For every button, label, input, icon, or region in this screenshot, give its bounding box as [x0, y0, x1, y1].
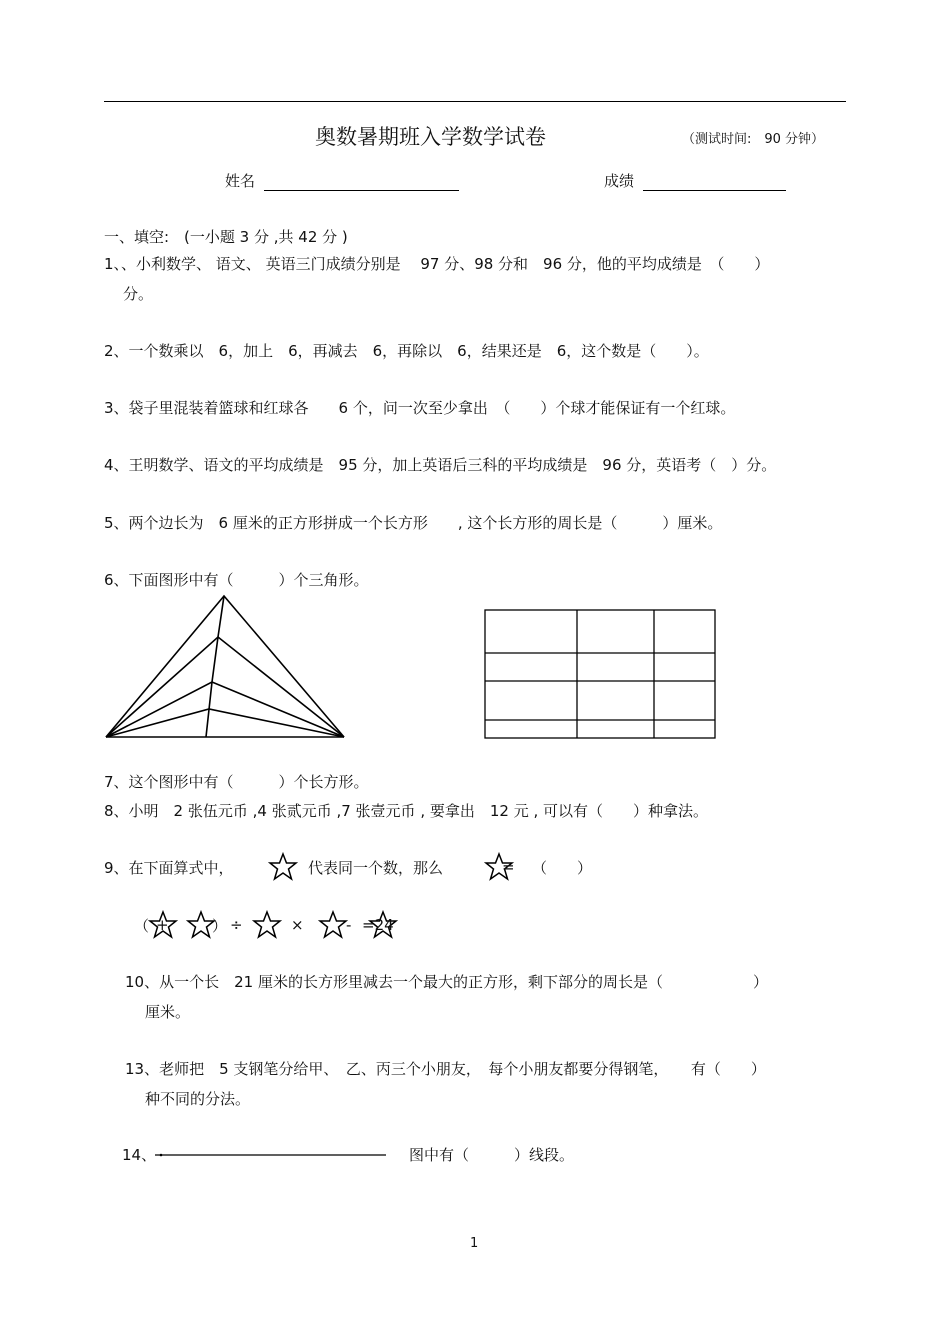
equals-sign: = — [502, 858, 515, 876]
question-2: 2、一个数乘以 6，加上 6，再减去 6，再除以 6，结果还是 6，这个数是（ ）。 — [104, 342, 709, 360]
question-9-text-b: 代表同一个数，那么 — [308, 859, 444, 877]
question-5: 5、两个边长为 6 厘米的正方形拼成一个长方形 , 这个长方形的周长是（ ）厘米。 — [104, 514, 723, 532]
question-6: 6、下面图形中有（ ）个三角形。 — [104, 571, 369, 589]
equation-plus: + — [156, 916, 169, 934]
question-10-line1: 10、从一个长 21 厘米的长方形里减去一个最大的正方形，剩下部分的周长是（ ） — [125, 973, 768, 991]
question-7: 7、这个图形中有（ ）个长方形。 — [104, 773, 369, 791]
equation-open-paren: （ — [134, 917, 150, 935]
equation-times: × — [291, 916, 304, 934]
name-label: 姓名 — [225, 172, 256, 190]
time-note: （测试时间: 90 分钟） — [682, 132, 825, 147]
score-label: 成绩 — [604, 172, 635, 190]
question-1-line2: 分。 — [123, 285, 154, 303]
section-heading: 一、填空: (一小题 3 分 ,共 42 分 ) — [104, 228, 348, 246]
question-13-line1: 13、老师把 5 支钢笔分给甲、 乙、丙三个小朋友， 每个小朋友都要分得钢笔， 有（ ） — [125, 1060, 766, 1078]
equation-divide: ÷ — [230, 916, 243, 934]
question-9-answer-blank: （ ） — [532, 859, 593, 877]
question-3: 3、袋子里混装着篮球和红球各 6 个，问一次至少拿出 （ ）个球才能保证有一个红球。 — [104, 399, 736, 417]
question-13-line2: 种不同的分法。 — [145, 1090, 251, 1108]
question-14-text: 图中有（ ）线段。 — [409, 1146, 575, 1164]
equation-result: =24 — [362, 916, 394, 934]
question-14-number: 14、 — [122, 1146, 157, 1164]
page-number: 1 — [470, 1236, 479, 1251]
question-8: 8、小明 2 张伍元币 ,4 张贰元币 ,7 张壹元币 , 要拿出 12 元 , 可以有（ ）种拿法。 — [104, 802, 709, 820]
question-4: 4、王明数学、语文的平均成绩是 95 分，加上英语后三科的平均成绩是 96 分，英语考（ ）分。 — [104, 456, 777, 474]
equation-close-paren: ） — [212, 917, 228, 935]
page-title: 奥数暑期班入学数学试卷 — [315, 125, 546, 149]
question-9-text-a: 9、在下面算式中， — [104, 859, 234, 877]
equation-minus: - — [346, 916, 352, 934]
question-1-line1: 1、、小利数学、 语文、 英语三门成绩分别是 97 分、98 分和 96 分，他的平均成绩是 （ ） — [104, 255, 770, 273]
question-10-line2: 厘米。 — [145, 1003, 191, 1021]
